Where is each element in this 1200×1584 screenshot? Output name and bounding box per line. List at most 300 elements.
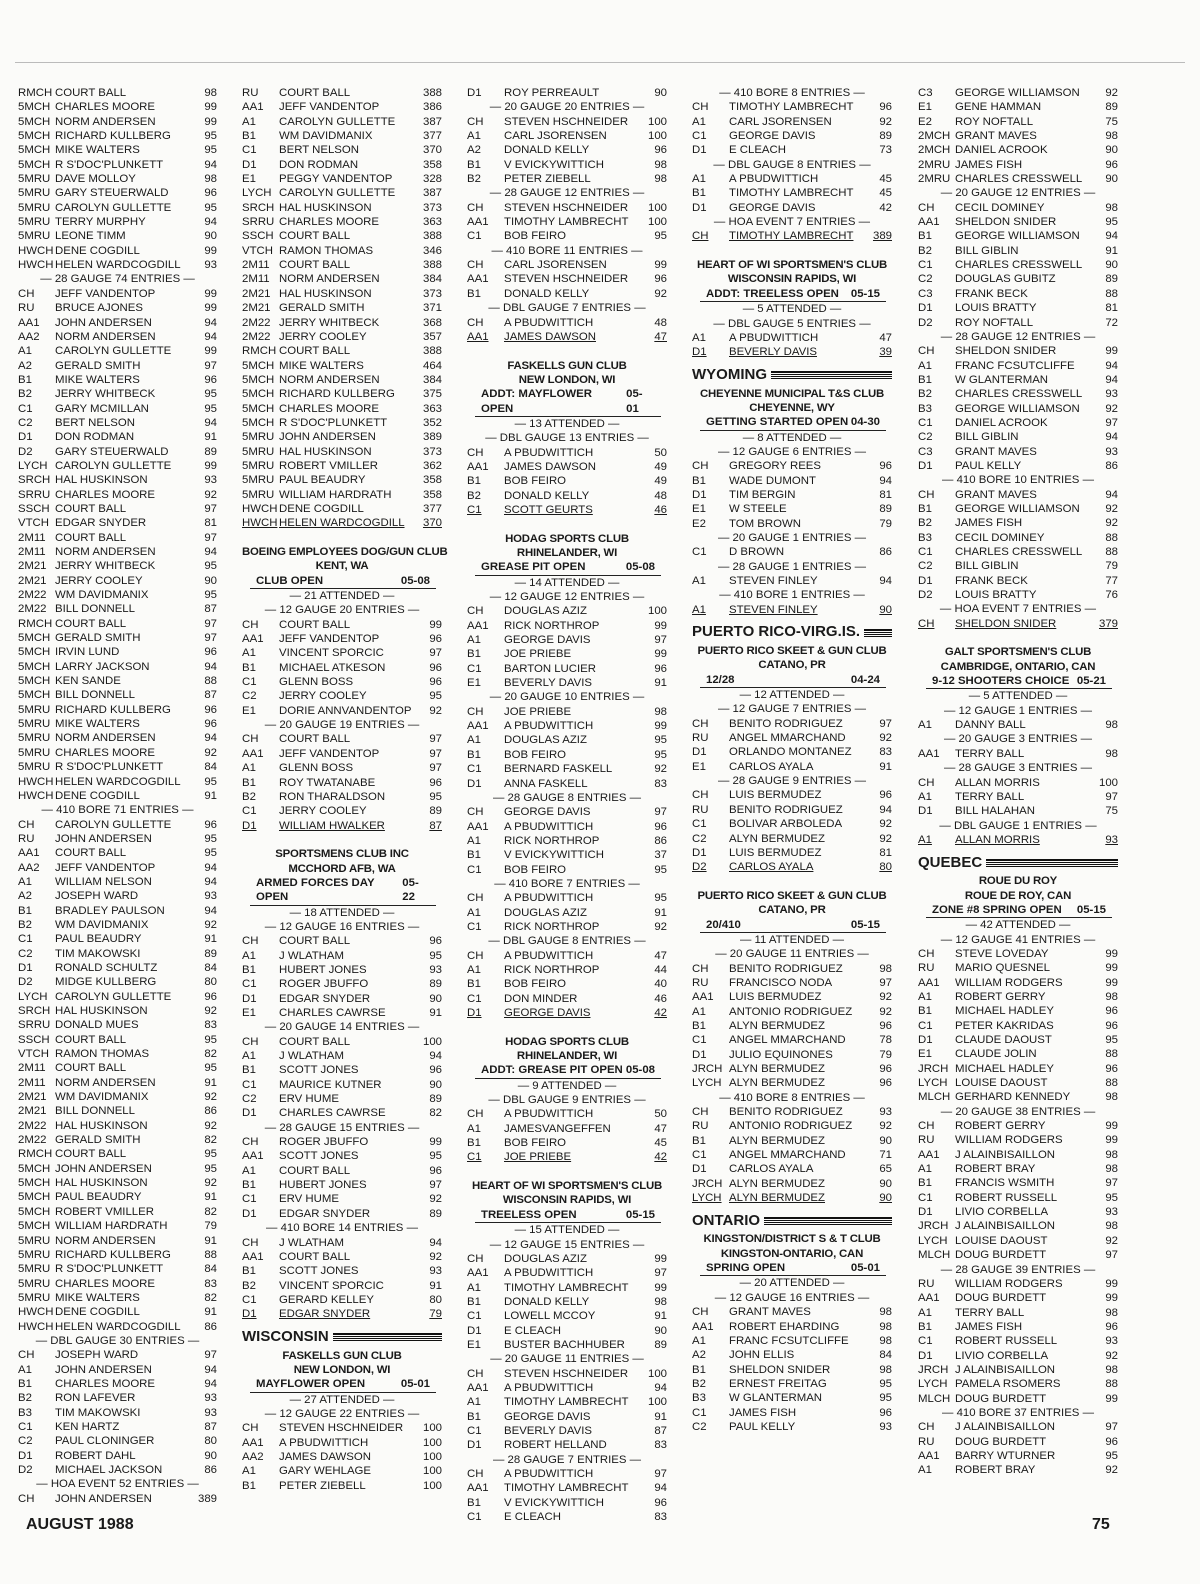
shooter-name: STEVEN FINLEY [729, 575, 818, 587]
shooter-name: MICHAEL JACKSON [55, 1464, 163, 1476]
class-code: AA1 [918, 1148, 940, 1161]
shooter-name: JAMES FISH [955, 1320, 1023, 1333]
class-code: D2 [918, 589, 933, 602]
class-code: D1 [467, 1007, 482, 1019]
result-row [467, 460, 667, 474]
score: 99 [1105, 1277, 1118, 1290]
gauge-event-heading: — 12 GAUGE 6 ENTRIES — [717, 445, 867, 458]
shooter-name: WM DAVIDMANIX [55, 918, 149, 931]
result-row [18, 1363, 217, 1377]
score: 96 [879, 1406, 892, 1419]
class-code: AA1 [918, 1292, 940, 1305]
class-code: B1 [467, 849, 481, 862]
result-row [242, 1264, 442, 1278]
result-row [918, 416, 1118, 430]
shooter-name: RAMON THOMAS [279, 244, 374, 257]
shooter-name: MIKE WALTERS [55, 373, 140, 386]
club-heading: CATANO, PR [758, 904, 826, 917]
club-heading: HEART OF WI SPORTSMEN'S CLUB [471, 1180, 663, 1193]
class-code: AA1 [918, 1449, 940, 1462]
result-row [18, 502, 217, 516]
score: 99 [654, 648, 667, 661]
shooter-name: FRANK BECK [955, 574, 1028, 587]
shooter-name: FRANCIS WSMITH [955, 1177, 1055, 1190]
shooter-name: SCOTT GEURTS [504, 503, 593, 516]
gauge-event-heading: — 28 GAUGE 15 ENTRIES — [264, 1121, 420, 1134]
score: 95 [1105, 1449, 1118, 1462]
result-row [467, 705, 667, 719]
result-row [242, 1063, 442, 1077]
score: 96 [204, 703, 217, 716]
class-code: 5MCH [18, 646, 51, 659]
attendance-line: — 11 ATTENDED — [739, 933, 844, 946]
score: 94 [204, 660, 217, 673]
score: 95 [204, 1062, 217, 1075]
class-code: A1 [242, 1050, 256, 1063]
result-row [18, 1234, 217, 1248]
score: 95 [204, 1033, 217, 1046]
result-row [242, 1250, 442, 1264]
score: 93 [879, 1106, 892, 1119]
class-code: C2 [918, 431, 933, 444]
shooter-name: GERALD SMITH [279, 302, 365, 315]
class-code: CH [18, 1349, 35, 1362]
gauge-event-heading: — 20 GAUGE 14 ENTRIES — [264, 1021, 420, 1034]
club-heading: WISCONSIN RAPIDS, WI [502, 1194, 632, 1207]
result-row [692, 1019, 892, 1033]
class-code: HWCH [18, 259, 54, 272]
spacer [467, 517, 667, 531]
class-code: 2M21 [18, 560, 47, 573]
class-code: 5MRU [18, 1291, 51, 1304]
gauge-event-heading: — 20 GAUGE 11 ENTRIES — [490, 1353, 644, 1366]
score: 44 [654, 963, 667, 976]
result-row [918, 359, 1118, 373]
shooter-name: ANNA FASKELL [504, 777, 588, 790]
result-row [918, 445, 1118, 459]
result-row [692, 717, 892, 731]
score: 94 [429, 1236, 442, 1249]
score: 93 [429, 963, 442, 976]
result-row [918, 1449, 1118, 1463]
score: 98 [1105, 1148, 1118, 1161]
score: 95 [204, 847, 217, 860]
class-code: AA1 [242, 747, 264, 760]
class-code: C1 [692, 818, 707, 831]
result-row [918, 617, 1118, 631]
result-row [467, 1381, 667, 1395]
class-code: CH [692, 460, 709, 473]
score: 94 [204, 732, 217, 745]
shooter-name: JEFF VANDENTOP [279, 747, 380, 760]
score: 95 [429, 1150, 442, 1163]
result-row [18, 459, 217, 473]
shooter-name: PAUL KELLY [955, 459, 1022, 472]
score: 97 [429, 762, 442, 775]
result-row [692, 976, 892, 990]
score: 379 [1098, 617, 1118, 630]
club-heading: WISCONSIN RAPIDS, WI [727, 273, 857, 286]
shooter-name: HAL HUSKINSON [55, 474, 148, 487]
score: 92 [1105, 87, 1118, 99]
score: 48 [654, 316, 667, 329]
gauge-event-heading: — 20 GAUGE 12 ENTRIES — [940, 187, 1096, 200]
shooter-name: CHARLES CAWRSE [279, 1007, 386, 1019]
gauge-event-heading: — 410 BORE 11 ENTRIES — [491, 244, 643, 257]
score: 96 [204, 718, 217, 731]
class-code: A1 [918, 833, 932, 846]
shooter-name: MIKE WALTERS [55, 1291, 140, 1304]
shooter-name: JEFF VANDENTOP [279, 101, 380, 114]
result-row [467, 1150, 667, 1164]
shooter-name: WM DAVIDMANIX [55, 1091, 149, 1104]
class-code: 5MRU [18, 216, 51, 229]
score: 92 [879, 1005, 892, 1018]
shoot-event-line [700, 415, 886, 430]
class-code: C1 [242, 144, 257, 157]
result-row [242, 761, 442, 775]
shooter-name: A PBUDWITTICH [504, 316, 594, 329]
result-row [467, 229, 667, 243]
score: 81 [879, 846, 892, 859]
gauge-event-heading: — 20 GAUGE 38 ENTRIES — [940, 1105, 1096, 1118]
class-code: AA1 [467, 216, 489, 229]
shooter-name: SCOTT JONES [279, 1064, 359, 1077]
result-row [242, 1293, 442, 1307]
result-row [692, 1148, 892, 1162]
result-row [18, 359, 217, 373]
result-row [242, 992, 442, 1006]
score: 97 [204, 1349, 217, 1362]
shoot-name: ADDT: TREELESS OPEN [706, 287, 839, 300]
class-code: B2 [242, 1279, 256, 1292]
gauge-event-heading: — 20 GAUGE 20 ENTRIES — [489, 101, 645, 114]
score: 82 [204, 1134, 217, 1147]
gauge-event-heading: — 28 GAUGE 7 ENTRIES — [492, 1453, 642, 1466]
shooter-name: GEORGE DAVIS [504, 806, 591, 819]
result-row [692, 474, 892, 488]
score: 92 [204, 746, 217, 759]
gauge-event-heading: — 12 GAUGE 12 ENTRIES — [489, 591, 645, 604]
class-code: B1 [918, 1320, 932, 1333]
shoot-event-line [475, 560, 661, 575]
score: 99 [204, 287, 217, 300]
class-code: RU [918, 1435, 935, 1448]
result-row [242, 430, 442, 444]
score: 96 [1105, 1005, 1118, 1018]
shooter-name: A PBUDWITTICH [504, 1468, 594, 1480]
spacer [467, 344, 667, 358]
shooter-name: HUBERT JONES [279, 963, 367, 976]
shooter-name: SHELDON SNIDER [729, 1363, 831, 1376]
score: 97 [204, 617, 217, 630]
class-code: CH [18, 1492, 35, 1505]
score: 42 [654, 1007, 667, 1019]
score: 93 [879, 1420, 892, 1433]
class-code: 2M22 [18, 1119, 47, 1132]
result-row [467, 906, 667, 920]
score: 388 [422, 259, 442, 272]
result-row [692, 990, 892, 1004]
result-row [18, 1305, 217, 1319]
score: 384 [422, 273, 442, 286]
result-row [918, 1076, 1118, 1090]
shooter-name: NORM ANDERSEN [279, 373, 380, 386]
score: 95 [654, 892, 667, 905]
class-code: D1 [692, 346, 707, 359]
shooter-name: ROBERT GERRY [955, 990, 1046, 1003]
club-heading: MCCHORD AFB, WA [288, 862, 396, 875]
class-code: B1 [467, 1410, 481, 1423]
class-code: CH [242, 935, 259, 948]
gauge-event-heading: — DBL GAUGE 7 ENTRIES — [488, 302, 646, 315]
result-row [242, 1164, 442, 1178]
score: 95 [429, 690, 442, 703]
score: 39 [879, 346, 892, 359]
shooter-name: V EVICKYWITTICH [504, 1496, 604, 1509]
class-code: 5MRU [242, 474, 275, 487]
shooter-name: COURT BALL [55, 1148, 127, 1161]
result-row [692, 1363, 892, 1377]
shooter-name: R S'DOC'PLUNKETT [279, 416, 388, 429]
gauge-event-heading: — 410 BORE 1 ENTRIES — [719, 589, 865, 602]
shoot-name: 20/410 [706, 918, 741, 931]
shooter-name: BENITO RODRIGUEZ [729, 717, 843, 730]
shooter-name: ANTONIO RODRIGUEZ [729, 1120, 853, 1133]
result-row [18, 516, 217, 530]
class-code: CH [692, 1106, 709, 1119]
class-code: 5MCH [18, 1162, 51, 1175]
gauge-event-heading: — 20 GAUGE 10 ENTRIES — [489, 691, 645, 704]
class-code: 2MRU [918, 158, 951, 171]
shooter-name: BUSTER BACHHUBER [504, 1338, 625, 1351]
shooter-name: DONALD KELLY [504, 489, 590, 502]
class-code: LYCH [918, 1077, 948, 1090]
score: 88 [1105, 546, 1118, 558]
result-row [467, 647, 667, 661]
score: 83 [204, 1019, 217, 1032]
gauge-event-heading: — 410 BORE 7 ENTRIES — [494, 877, 640, 890]
shooter-name: GREGORY REES [729, 460, 821, 473]
score: 388 [422, 345, 442, 358]
class-code: CH [242, 1422, 259, 1435]
shooter-name: PAUL BEAUDRY [55, 1191, 142, 1204]
class-code: D1 [918, 459, 933, 472]
score: 94 [1105, 230, 1118, 243]
result-row [692, 1005, 892, 1019]
class-code: AA1 [918, 747, 940, 760]
score: 358 [422, 158, 442, 171]
result-row [18, 918, 217, 932]
score: 362 [422, 459, 442, 472]
result-row [18, 932, 217, 946]
result-row [242, 402, 442, 416]
score: 93 [204, 1392, 217, 1405]
score: 90 [654, 87, 667, 99]
shoot-event-line [700, 673, 886, 688]
result-row [918, 86, 1118, 100]
result-row [918, 1277, 1118, 1291]
shooter-name: BOB FEIRO [504, 475, 567, 488]
score: 95 [204, 144, 217, 157]
shooter-name: ALLAN MORRIS [955, 776, 1040, 789]
result-row [242, 963, 442, 977]
shooter-name: HAL HUSKINSON [55, 1005, 148, 1017]
shooter-name: WILLIAM NELSON [55, 875, 152, 888]
shooter-name: STEVE LOVEDAY [955, 947, 1049, 960]
result-row [467, 129, 667, 143]
result-row [242, 86, 442, 100]
class-code: B2 [692, 1377, 706, 1390]
score: 97 [879, 717, 892, 730]
shooter-name: GEORGE DAVIS [504, 634, 591, 647]
class-code: A1 [467, 834, 481, 847]
shooter-name: PAUL BEAUDRY [279, 474, 366, 487]
spacer [467, 1165, 667, 1179]
score: 94 [204, 546, 217, 558]
results-column-3 [467, 86, 667, 1524]
class-code: C1 [467, 920, 482, 933]
attendance-line: — 14 ATTENDED — [514, 576, 620, 589]
result-row [692, 1076, 892, 1090]
score: 90 [204, 230, 217, 243]
score: 94 [204, 316, 217, 329]
shooter-name: GEORGE DAVIS [504, 1007, 591, 1019]
state-rule [771, 371, 892, 379]
score: 92 [879, 832, 892, 845]
score: 389 [422, 431, 442, 444]
shooter-name: ALYN BERMUDEZ [729, 832, 825, 845]
shooter-name: LIVIO CORBELLA [955, 1206, 1049, 1219]
class-code: 2M22 [18, 603, 47, 616]
class-code: RU [918, 1277, 935, 1290]
page-number: 75 [1092, 1516, 1110, 1533]
class-code: SRRU [18, 488, 51, 501]
result-row [467, 1122, 667, 1136]
result-row [18, 645, 217, 659]
result-row [18, 1076, 217, 1090]
gauge-event-heading: — 12 GAUGE 1 ENTRIES — [943, 704, 1093, 717]
score: 96 [879, 460, 892, 473]
club-heading: BOEING EMPLOYEES DOG/GUN CLUB [242, 546, 448, 558]
attendance-line: — 20 ATTENDED — [739, 1277, 845, 1290]
class-code: B1 [467, 287, 481, 300]
result-row [467, 719, 667, 733]
result-row [18, 473, 217, 487]
score: 98 [1105, 719, 1118, 732]
gauge-event-heading: — 410 BORE 37 ENTRIES — [942, 1406, 1094, 1419]
class-code: SSCH [242, 230, 274, 243]
shooter-name: ALYN BERMUDEZ [729, 1063, 825, 1075]
shooter-name: RICK NORTHROP [504, 834, 600, 847]
spacer [467, 1020, 667, 1034]
shooter-name: GARY STEUERWALD [55, 445, 169, 458]
score: 98 [1105, 130, 1118, 143]
score: 93 [1105, 388, 1118, 401]
result-row [467, 633, 667, 647]
score: 79 [1105, 560, 1118, 573]
score: 99 [654, 1281, 667, 1294]
shooter-name: E CLEACH [729, 144, 786, 157]
result-row [18, 186, 217, 200]
class-code: B1 [242, 1179, 256, 1192]
shooter-name: ALLAN MORRIS [955, 833, 1040, 846]
score: 80 [429, 1293, 442, 1306]
result-row [18, 789, 217, 803]
class-code: D1 [467, 1324, 482, 1337]
score: 92 [879, 115, 892, 128]
result-row [692, 745, 892, 759]
shooter-name: D BROWN [729, 546, 785, 559]
shooter-name: STEVEN HSCHNEIDER [504, 1367, 629, 1380]
class-code: A1 [18, 1363, 32, 1376]
result-row [467, 1395, 667, 1409]
result-row [18, 602, 217, 616]
class-code: CH [692, 101, 709, 114]
shooter-name: TIMOTHY LAMBRECHT [504, 1482, 629, 1495]
shooter-name: CARLOS AYALA [729, 861, 814, 874]
class-code: C1 [918, 1335, 933, 1348]
shooter-name: E CLEACH [504, 1324, 561, 1337]
score: 81 [879, 488, 892, 501]
spacer [692, 244, 892, 258]
shooter-name: WM DAVIDMANIX [279, 130, 373, 143]
shooter-name: DON MINDER [504, 992, 578, 1005]
score: 358 [422, 488, 442, 501]
shoot-name: ADDT: GREASE PIT OPEN [481, 1064, 623, 1077]
shooter-name: A PBUDWITTICH [504, 1381, 594, 1394]
score: 99 [204, 302, 217, 315]
gauge-event-heading: — 28 GAUGE 12 ENTRIES — [489, 187, 645, 200]
result-row [467, 489, 667, 503]
shoot-name: GREASE PIT OPEN [481, 561, 586, 574]
result-row [467, 992, 667, 1006]
score: 84 [204, 1263, 217, 1276]
shooter-name: W GLANTERMAN [955, 373, 1049, 386]
class-code: D1 [918, 805, 933, 818]
shooter-name: COURT BALL [279, 87, 351, 99]
class-code: 5MCH [18, 675, 51, 688]
result-row [692, 545, 892, 559]
shooter-name: JOSEPH WARD [55, 890, 139, 903]
score: 92 [879, 1120, 892, 1133]
score: 91 [654, 1310, 667, 1323]
shooter-name: DOUGLAS AZIZ [504, 906, 587, 919]
class-code: C1 [918, 1191, 933, 1204]
result-row [18, 1047, 217, 1061]
class-code: AA2 [242, 1450, 264, 1463]
result-row [18, 1147, 217, 1161]
score: 99 [204, 459, 217, 472]
class-code: VTCH [242, 244, 274, 257]
gauge-event-heading: — 12 GAUGE 22 ENTRIES — [264, 1407, 420, 1420]
shooter-name: CAROLYN GULLETTE [55, 990, 172, 1003]
class-code: D1 [467, 777, 482, 790]
score: 97 [879, 976, 892, 989]
result-row [18, 387, 217, 401]
result-row [242, 1149, 442, 1163]
shoot-date: 05-15 [850, 918, 880, 931]
shooter-name: LOUISE DAOUST [955, 1077, 1048, 1090]
result-row [18, 1090, 217, 1104]
result-row [18, 760, 217, 774]
class-code: 5MRU [18, 1248, 51, 1261]
class-code: SRCH [18, 474, 51, 487]
class-code: D1 [918, 302, 933, 315]
score: 95 [1105, 1034, 1118, 1046]
shooter-name: GENE HAMMAN [955, 101, 1042, 114]
shooter-name: BRADLEY PAULSON [55, 904, 165, 917]
